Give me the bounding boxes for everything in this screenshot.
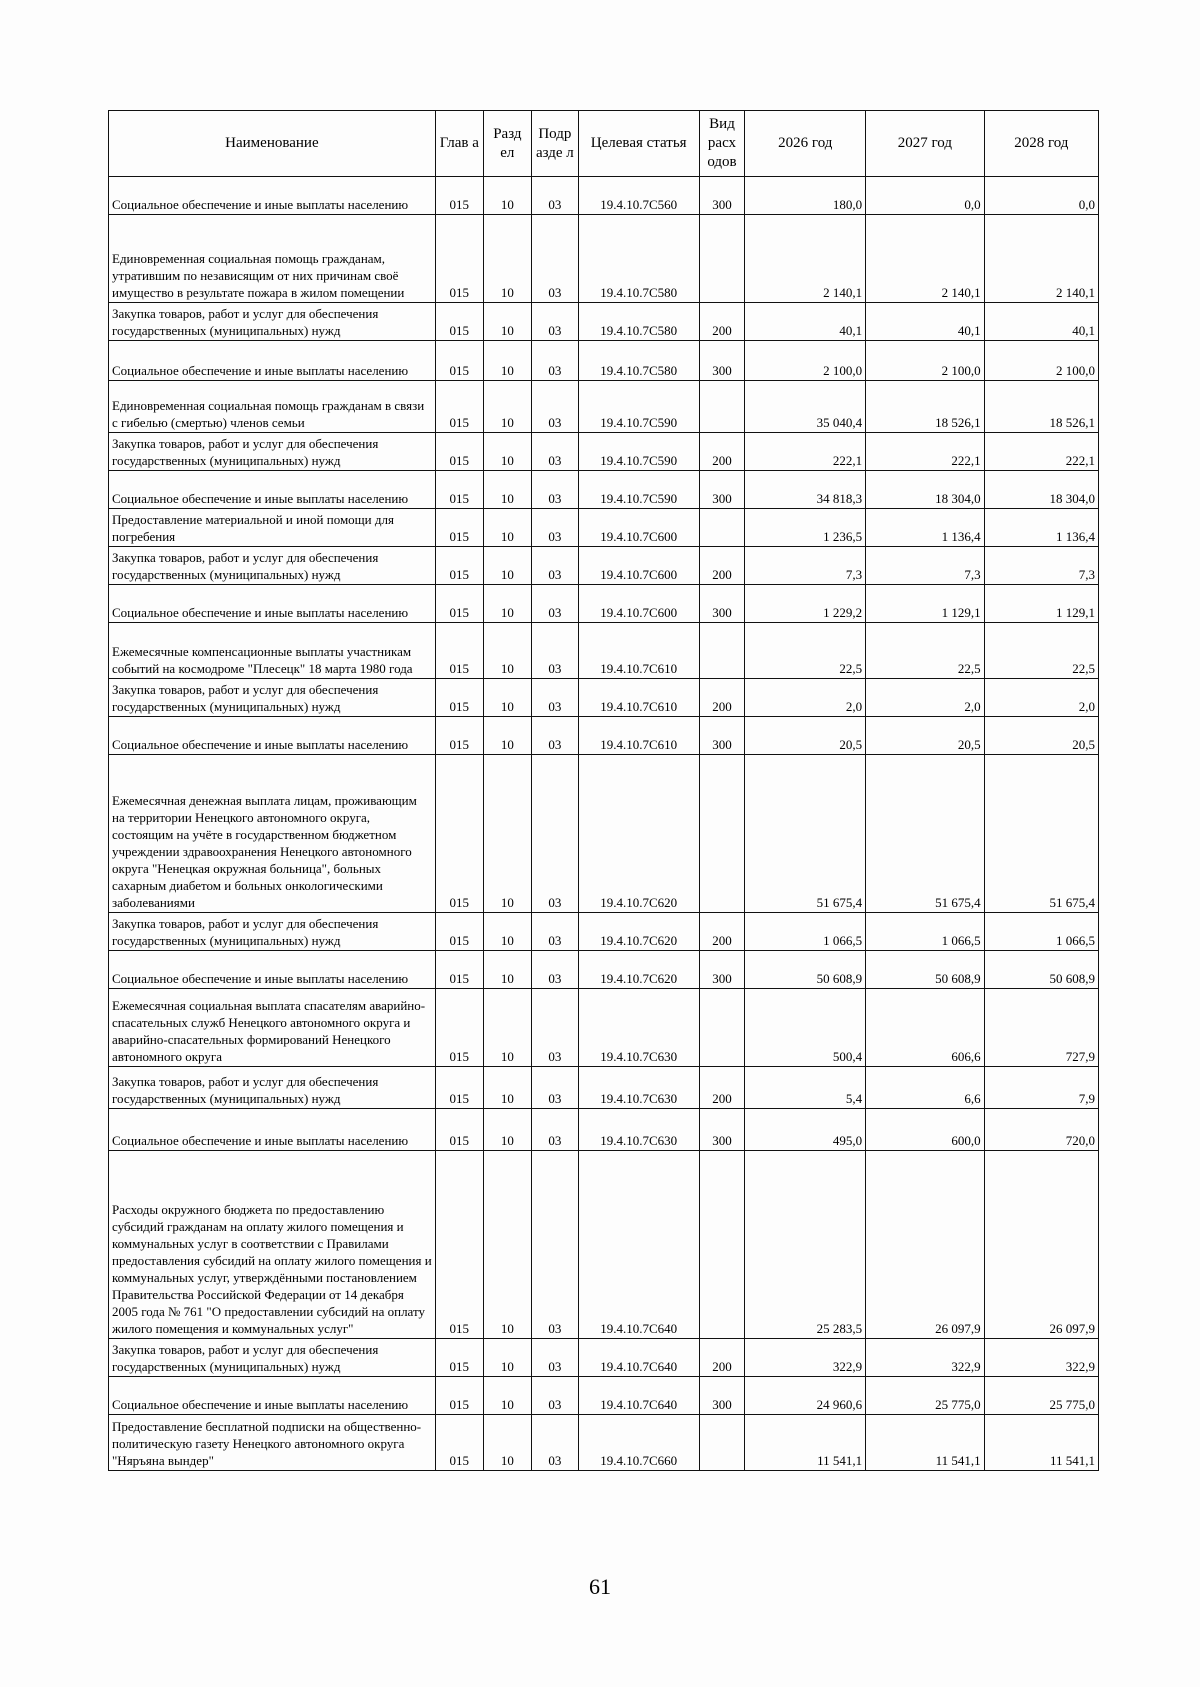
budget-table <box>108 110 1099 1471</box>
header-row <box>109 111 1099 177</box>
row-2028: 1 129,1 <box>984 585 1098 623</box>
row-2026: 11 541,1 <box>745 1415 866 1471</box>
row-target: 19.4.10.7С560 <box>578 177 699 215</box>
row-name: Закупка товаров, работ и услуг для обеспечения государственных (муниципальных) нужд <box>109 913 436 951</box>
row-glava: 015 <box>435 1377 483 1415</box>
row-podrazdel: 03 <box>531 1109 578 1151</box>
row-2026: 50 608,9 <box>745 951 866 989</box>
table-body <box>109 177 1099 1471</box>
table-row <box>109 177 1099 215</box>
row-name: Социальное обеспечение и иные выплаты населению <box>109 341 436 381</box>
row-podrazdel: 03 <box>531 1339 578 1377</box>
row-podrazdel: 03 <box>531 303 578 341</box>
row-target: 19.4.10.7С600 <box>578 509 699 547</box>
row-glava: 015 <box>435 1151 483 1339</box>
row-target: 19.4.10.7С630 <box>578 1109 699 1151</box>
row-2026: 5,4 <box>745 1067 866 1109</box>
row-target: 19.4.10.7С640 <box>578 1339 699 1377</box>
row-glava: 015 <box>435 951 483 989</box>
row-vid <box>699 755 745 913</box>
table-row <box>109 585 1099 623</box>
table-row <box>109 1339 1099 1377</box>
row-2027: 322,9 <box>866 1339 985 1377</box>
row-vid: 200 <box>699 913 745 951</box>
row-name: Предоставление материальной и иной помощи для погребения <box>109 509 436 547</box>
row-name: Единовременная социальная помощь гражданам в связи с гибелью (смертью) членов семьи <box>109 381 436 433</box>
row-glava: 015 <box>435 509 483 547</box>
row-name: Социальное обеспечение и иные выплаты населению <box>109 1109 436 1151</box>
row-2026: 2 100,0 <box>745 341 866 381</box>
row-podrazdel: 03 <box>531 755 578 913</box>
row-vid <box>699 381 745 433</box>
row-2027: 6,6 <box>866 1067 985 1109</box>
row-vid: 300 <box>699 177 745 215</box>
row-podrazdel: 03 <box>531 679 578 717</box>
row-2028: 1 136,4 <box>984 509 1098 547</box>
row-name: Закупка товаров, работ и услуг для обеспечения государственных (муниципальных) нужд <box>109 433 436 471</box>
row-2028: 11 541,1 <box>984 1415 1098 1471</box>
header-podrazdel: Подр азде л <box>531 111 578 177</box>
row-vid: 300 <box>699 951 745 989</box>
row-name: Социальное обеспечение и иные выплаты населению <box>109 177 436 215</box>
row-name: Ежемесячная денежная выплата лицам, проживающим на территории Ненецкого автономного округа, состоящим на учёте в государственном бюджетном учреждении здравоохранения Ненецкого автономного округа "Ненецкая окружная больница", больных сахарным диабетом и больных онкологическими заболеваниями <box>109 755 436 913</box>
row-razdel: 10 <box>483 471 531 509</box>
table-row <box>109 1109 1099 1151</box>
row-2027: 11 541,1 <box>866 1415 985 1471</box>
row-2027: 26 097,9 <box>866 1151 985 1339</box>
row-target: 19.4.10.7С600 <box>578 547 699 585</box>
row-podrazdel: 03 <box>531 215 578 303</box>
row-2027: 7,3 <box>866 547 985 585</box>
row-2028: 50 608,9 <box>984 951 1098 989</box>
row-2028: 322,9 <box>984 1339 1098 1377</box>
row-vid: 300 <box>699 471 745 509</box>
row-2027: 51 675,4 <box>866 755 985 913</box>
row-glava: 015 <box>435 471 483 509</box>
row-glava: 015 <box>435 1339 483 1377</box>
row-name: Закупка товаров, работ и услуг для обеспечения государственных (муниципальных) нужд <box>109 1339 436 1377</box>
table-row <box>109 951 1099 989</box>
row-name: Закупка товаров, работ и услуг для обеспечения государственных (муниципальных) нужд <box>109 679 436 717</box>
row-2028: 720,0 <box>984 1109 1098 1151</box>
row-2027: 1 066,5 <box>866 913 985 951</box>
row-vid: 300 <box>699 1377 745 1415</box>
row-2026: 2 140,1 <box>745 215 866 303</box>
row-glava: 015 <box>435 341 483 381</box>
row-vid: 300 <box>699 585 745 623</box>
row-razdel: 10 <box>483 1109 531 1151</box>
row-name: Социальное обеспечение и иные выплаты населению <box>109 1377 436 1415</box>
row-glava: 015 <box>435 547 483 585</box>
row-razdel: 10 <box>483 755 531 913</box>
table-row <box>109 1377 1099 1415</box>
row-2026: 24 960,6 <box>745 1377 866 1415</box>
row-glava: 015 <box>435 433 483 471</box>
row-vid <box>699 215 745 303</box>
row-target: 19.4.10.7С590 <box>578 433 699 471</box>
header-target: Целевая статья <box>578 111 699 177</box>
row-2026: 322,9 <box>745 1339 866 1377</box>
row-vid: 200 <box>699 303 745 341</box>
table-row <box>109 1151 1099 1339</box>
row-podrazdel: 03 <box>531 177 578 215</box>
row-2026: 40,1 <box>745 303 866 341</box>
row-name: Единовременная социальная помощь гражданам, утратившим по независящим от них причинам своё имущество в результате пожара в жилом помещении <box>109 215 436 303</box>
table-row <box>109 381 1099 433</box>
row-name: Закупка товаров, работ и услуг для обеспечения государственных (муниципальных) нужд <box>109 547 436 585</box>
row-razdel: 10 <box>483 1377 531 1415</box>
row-name: Ежемесячная социальная выплата спасателям аварийно-спасательных служб Ненецкого автономного округа и аварийно-спасательных формирований Ненецкого автономного округа <box>109 989 436 1067</box>
row-glava: 015 <box>435 717 483 755</box>
row-target: 19.4.10.7С580 <box>578 303 699 341</box>
row-target: 19.4.10.7С600 <box>578 585 699 623</box>
row-vid: 300 <box>699 717 745 755</box>
row-target: 19.4.10.7С610 <box>578 679 699 717</box>
row-podrazdel: 03 <box>531 1377 578 1415</box>
row-2026: 222,1 <box>745 433 866 471</box>
row-vid: 200 <box>699 1339 745 1377</box>
row-2028: 22,5 <box>984 623 1098 679</box>
table-row <box>109 547 1099 585</box>
header-2027: 2027 год <box>866 111 985 177</box>
table-row <box>109 1415 1099 1471</box>
row-vid <box>699 1415 745 1471</box>
row-razdel: 10 <box>483 951 531 989</box>
row-2028: 18 304,0 <box>984 471 1098 509</box>
row-2028: 1 066,5 <box>984 913 1098 951</box>
row-2027: 1 129,1 <box>866 585 985 623</box>
row-target: 19.4.10.7С610 <box>578 717 699 755</box>
row-2028: 51 675,4 <box>984 755 1098 913</box>
row-podrazdel: 03 <box>531 623 578 679</box>
row-2027: 1 136,4 <box>866 509 985 547</box>
table-row <box>109 755 1099 913</box>
row-razdel: 10 <box>483 303 531 341</box>
row-razdel: 10 <box>483 509 531 547</box>
header-vid: Вид расх одов <box>699 111 745 177</box>
row-name: Социальное обеспечение и иные выплаты населению <box>109 585 436 623</box>
table-row <box>109 433 1099 471</box>
row-podrazdel: 03 <box>531 433 578 471</box>
row-target: 19.4.10.7С620 <box>578 913 699 951</box>
row-2026: 22,5 <box>745 623 866 679</box>
row-2028: 7,9 <box>984 1067 1098 1109</box>
row-2026: 1 236,5 <box>745 509 866 547</box>
row-target: 19.4.10.7С620 <box>578 755 699 913</box>
row-glava: 015 <box>435 755 483 913</box>
row-name: Социальное обеспечение и иные выплаты населению <box>109 951 436 989</box>
row-podrazdel: 03 <box>531 717 578 755</box>
row-2027: 22,5 <box>866 623 985 679</box>
row-2027: 40,1 <box>866 303 985 341</box>
row-2027: 20,5 <box>866 717 985 755</box>
row-glava: 015 <box>435 1415 483 1471</box>
table-row <box>109 717 1099 755</box>
table-row <box>109 989 1099 1067</box>
row-2026: 20,5 <box>745 717 866 755</box>
row-podrazdel: 03 <box>531 341 578 381</box>
row-2028: 26 097,9 <box>984 1151 1098 1339</box>
row-podrazdel: 03 <box>531 1151 578 1339</box>
row-vid: 200 <box>699 679 745 717</box>
row-razdel: 10 <box>483 717 531 755</box>
row-target: 19.4.10.7С610 <box>578 623 699 679</box>
row-2027: 18 526,1 <box>866 381 985 433</box>
row-2027: 222,1 <box>866 433 985 471</box>
row-2028: 40,1 <box>984 303 1098 341</box>
row-podrazdel: 03 <box>531 509 578 547</box>
row-glava: 015 <box>435 215 483 303</box>
row-2026: 25 283,5 <box>745 1151 866 1339</box>
row-2026: 495,0 <box>745 1109 866 1151</box>
row-razdel: 10 <box>483 215 531 303</box>
row-2028: 7,3 <box>984 547 1098 585</box>
row-glava: 015 <box>435 623 483 679</box>
row-glava: 015 <box>435 913 483 951</box>
row-2028: 727,9 <box>984 989 1098 1067</box>
header-glava: Глав а <box>435 111 483 177</box>
row-glava: 015 <box>435 1067 483 1109</box>
row-2026: 500,4 <box>745 989 866 1067</box>
row-glava: 015 <box>435 177 483 215</box>
row-glava: 015 <box>435 679 483 717</box>
row-2028: 222,1 <box>984 433 1098 471</box>
row-vid <box>699 989 745 1067</box>
row-2028: 2 140,1 <box>984 215 1098 303</box>
row-name: Социальное обеспечение и иные выплаты населению <box>109 471 436 509</box>
row-vid: 200 <box>699 547 745 585</box>
table-row <box>109 341 1099 381</box>
row-2028: 0,0 <box>984 177 1098 215</box>
row-glava: 015 <box>435 989 483 1067</box>
row-2026: 180,0 <box>745 177 866 215</box>
row-razdel: 10 <box>483 1151 531 1339</box>
row-target: 19.4.10.7С640 <box>578 1151 699 1339</box>
row-razdel: 10 <box>483 1415 531 1471</box>
row-podrazdel: 03 <box>531 547 578 585</box>
table-row <box>109 509 1099 547</box>
row-2028: 18 526,1 <box>984 381 1098 433</box>
row-2026: 51 675,4 <box>745 755 866 913</box>
header-name: Наименование <box>109 111 436 177</box>
table-row <box>109 471 1099 509</box>
row-2027: 600,0 <box>866 1109 985 1151</box>
row-glava: 015 <box>435 1109 483 1151</box>
row-podrazdel: 03 <box>531 1415 578 1471</box>
row-target: 19.4.10.7С590 <box>578 471 699 509</box>
row-2027: 0,0 <box>866 177 985 215</box>
row-name: Социальное обеспечение и иные выплаты населению <box>109 717 436 755</box>
row-razdel: 10 <box>483 547 531 585</box>
row-razdel: 10 <box>483 433 531 471</box>
row-2028: 2,0 <box>984 679 1098 717</box>
row-razdel: 10 <box>483 1067 531 1109</box>
row-podrazdel: 03 <box>531 1067 578 1109</box>
row-2027: 50 608,9 <box>866 951 985 989</box>
row-vid: 200 <box>699 433 745 471</box>
row-name: Ежемесячные компенсационные выплаты участникам событий на космодроме "Плесецк" 18 марта 1980 года <box>109 623 436 679</box>
row-2027: 2 100,0 <box>866 341 985 381</box>
row-razdel: 10 <box>483 679 531 717</box>
row-target: 19.4.10.7С580 <box>578 341 699 381</box>
table-row <box>109 215 1099 303</box>
row-2028: 25 775,0 <box>984 1377 1098 1415</box>
table-row <box>109 913 1099 951</box>
row-razdel: 10 <box>483 341 531 381</box>
row-2026: 7,3 <box>745 547 866 585</box>
row-glava: 015 <box>435 381 483 433</box>
header-2028: 2028 год <box>984 111 1098 177</box>
row-glava: 015 <box>435 585 483 623</box>
row-2026: 34 818,3 <box>745 471 866 509</box>
table-row <box>109 303 1099 341</box>
row-target: 19.4.10.7С590 <box>578 381 699 433</box>
row-razdel: 10 <box>483 585 531 623</box>
table-row <box>109 679 1099 717</box>
row-target: 19.4.10.7С580 <box>578 215 699 303</box>
header-2026: 2026 год <box>745 111 866 177</box>
row-2026: 2,0 <box>745 679 866 717</box>
row-razdel: 10 <box>483 913 531 951</box>
row-name: Предоставление бесплатной подписки на общественно-политическую газету Ненецкого автономного округа "Няръяна вындер" <box>109 1415 436 1471</box>
row-podrazdel: 03 <box>531 585 578 623</box>
row-2026: 1 066,5 <box>745 913 866 951</box>
row-vid <box>699 509 745 547</box>
row-vid <box>699 623 745 679</box>
row-glava: 015 <box>435 303 483 341</box>
table-row <box>109 1067 1099 1109</box>
row-name: Закупка товаров, работ и услуг для обеспечения государственных (муниципальных) нужд <box>109 1067 436 1109</box>
row-target: 19.4.10.7С660 <box>578 1415 699 1471</box>
row-podrazdel: 03 <box>531 989 578 1067</box>
row-podrazdel: 03 <box>531 471 578 509</box>
row-razdel: 10 <box>483 381 531 433</box>
row-target: 19.4.10.7С620 <box>578 951 699 989</box>
row-razdel: 10 <box>483 989 531 1067</box>
row-vid <box>699 1151 745 1339</box>
row-vid: 300 <box>699 341 745 381</box>
header-razdel: Разд ел <box>483 111 531 177</box>
row-2027: 2 140,1 <box>866 215 985 303</box>
table-row <box>109 623 1099 679</box>
row-target: 19.4.10.7С640 <box>578 1377 699 1415</box>
row-2027: 18 304,0 <box>866 471 985 509</box>
row-podrazdel: 03 <box>531 913 578 951</box>
row-vid: 300 <box>699 1109 745 1151</box>
row-razdel: 10 <box>483 623 531 679</box>
row-podrazdel: 03 <box>531 381 578 433</box>
row-2026: 35 040,4 <box>745 381 866 433</box>
row-2027: 2,0 <box>866 679 985 717</box>
row-name: Расходы окружного бюджета по предоставлению субсидий гражданам на оплату жилого помещения и коммунальных услуг в соответствии с Правилами предоставления субсидий на оплату жилого помещения и коммунальных услуг, утверждёнными постановлением Правительства Российской Федерации от 14 декабря 2005 года № 761 "О предоставлении субсидий на оплату жилого помещения и коммунальных услуг" <box>109 1151 436 1339</box>
row-target: 19.4.10.7С630 <box>578 1067 699 1109</box>
row-razdel: 10 <box>483 177 531 215</box>
row-podrazdel: 03 <box>531 951 578 989</box>
row-2028: 2 100,0 <box>984 341 1098 381</box>
row-target: 19.4.10.7С630 <box>578 989 699 1067</box>
row-razdel: 10 <box>483 1339 531 1377</box>
row-2028: 20,5 <box>984 717 1098 755</box>
row-vid: 200 <box>699 1067 745 1109</box>
page-number: 61 <box>589 1574 611 1599</box>
row-2026: 1 229,2 <box>745 585 866 623</box>
row-2027: 25 775,0 <box>866 1377 985 1415</box>
row-name: Закупка товаров, работ и услуг для обеспечения государственных (муниципальных) нужд <box>109 303 436 341</box>
row-2027: 606,6 <box>866 989 985 1067</box>
